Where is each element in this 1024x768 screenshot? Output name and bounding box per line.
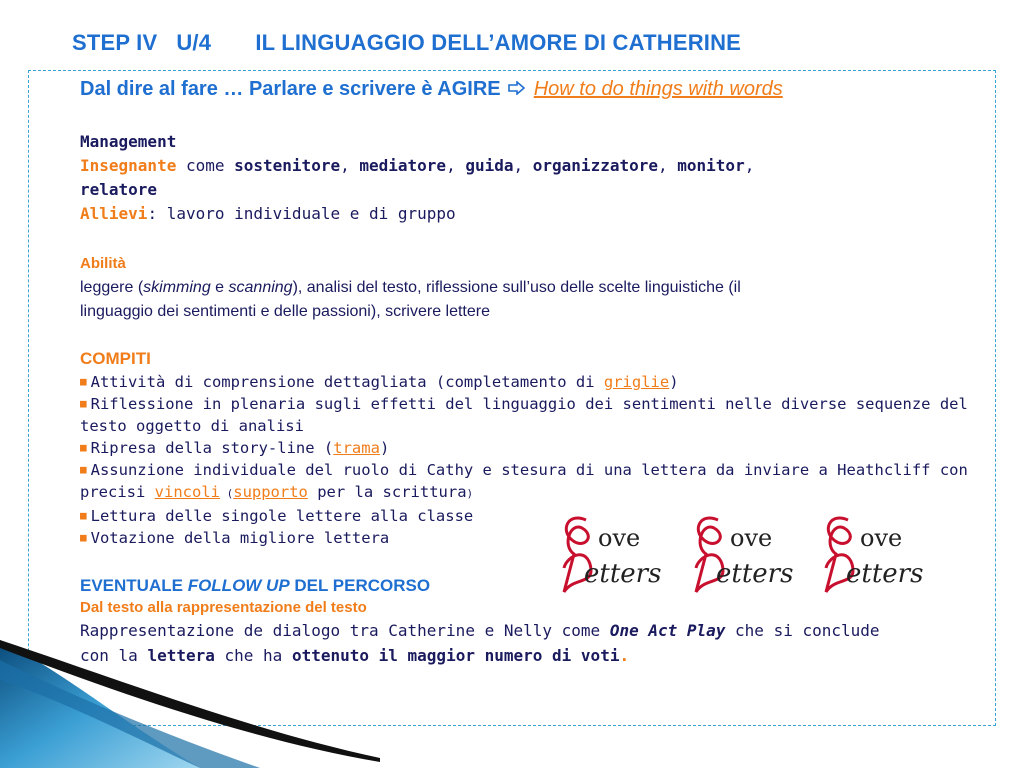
role-monitor: monitor xyxy=(677,156,745,175)
hollow-right-arrow-icon xyxy=(508,78,526,101)
skills-text-3: ), analisi del testo, riflessione sull’uso delle scelte linguistiche (il xyxy=(292,279,741,296)
content-area xyxy=(80,78,985,108)
teacher-text: come xyxy=(176,156,235,175)
follow-up-text: Rappresentazione de dialogo tra Catherine e Nelly come One Act Play che si conclude con la lettera che ha ottenuto il maggior numero di voti. xyxy=(80,621,880,665)
role-mediatore: mediatore xyxy=(359,156,447,175)
svg-text:etters: etters xyxy=(584,559,662,589)
square-bullet-icon: ■ xyxy=(80,397,87,410)
skimming-term: skimming xyxy=(143,279,211,296)
svg-text:ove: ove xyxy=(730,524,773,552)
teacher-label: Insegnante xyxy=(80,156,177,175)
follow-up-subheading: Dal testo alla rappresentazione del testo xyxy=(80,599,367,616)
role-guida: guida xyxy=(465,156,514,175)
task-item-4: ■ Assunzione individuale del ruolo di Cathy e stesura di una lettera da inviare a Heathcliff con xyxy=(80,461,968,479)
role-relatore: relatore xyxy=(80,180,158,199)
svg-text:ove: ove xyxy=(860,524,903,552)
scanning-term: scanning xyxy=(228,279,293,296)
skills-heading: Abilità xyxy=(80,255,126,272)
task-item-5: ■ Lettura delle singole lettere alla classe xyxy=(80,507,474,525)
step-label: STEP IV xyxy=(72,30,158,55)
task-item-2: ■ Riflessione in plenaria sugli effetti del linguaggio dei sentimenti nelle diverse sequenze del xyxy=(80,395,968,413)
svg-text:etters: etters xyxy=(716,559,794,589)
svg-text:etters: etters xyxy=(846,559,924,589)
subtitle-link[interactable]: How to do things with words xyxy=(533,78,783,100)
supporto-link[interactable]: supporto xyxy=(233,483,308,501)
management-heading: Management xyxy=(80,132,177,151)
square-bullet-icon: ■ xyxy=(80,441,87,454)
square-bullet-icon: ■ xyxy=(80,463,87,476)
griglie-link[interactable]: griglie xyxy=(603,373,670,391)
one-act-play: One Act Play xyxy=(609,621,726,640)
task-item-6: ■ Votazione della migliore lettera xyxy=(80,529,390,547)
students-text: : lavoro individuale e di gruppo xyxy=(147,204,456,223)
svg-text:ove: ove xyxy=(598,524,641,552)
unit-label: U/4 xyxy=(176,30,212,55)
task-item-1: ■ Attività di comprensione dettagliata (completamento di griglie) xyxy=(80,373,679,391)
tasks-heading: COMPITI xyxy=(80,349,151,368)
task-item-4-cont: precisi vincoli (supporto per la scrittura) xyxy=(80,483,474,501)
task-item-2-cont: testo oggetto di analisi xyxy=(80,417,304,435)
role-organizzatore: organizzatore xyxy=(532,156,658,175)
square-bullet-icon: ■ xyxy=(80,375,87,388)
trama-link[interactable]: trama xyxy=(333,439,380,457)
decorative-ribbon xyxy=(0,640,440,768)
subtitle xyxy=(80,78,985,108)
slide-title xyxy=(72,30,741,56)
skills-text-1: leggere ( xyxy=(80,279,144,296)
skills-text-2: e xyxy=(210,279,229,296)
task-item-3: ■ Ripresa della story-line (trama) xyxy=(80,439,390,457)
skills-text-4: linguaggio dei sentimenti e delle passioni), scrivere lettere xyxy=(80,303,490,320)
square-bullet-icon: ■ xyxy=(80,509,87,522)
role-sostenitore: sostenitore xyxy=(234,156,341,175)
follow-up-heading: EVENTUALE FOLLOW UP DEL PERCORSO xyxy=(80,576,431,595)
vincoli-link[interactable]: vincoli xyxy=(154,483,220,501)
square-bullet-icon: ■ xyxy=(80,531,87,544)
skills-section xyxy=(80,252,980,324)
title-text: IL LINGUAGGIO DELL’AMORE DI CATHERINE xyxy=(255,30,742,55)
students-label: Allievi xyxy=(80,204,148,223)
subtitle-text: Dal dire al fare … Parlare e scrivere è AGIRE xyxy=(80,78,501,100)
management-section: Management Insegnante come sostenitore, mediatore, guida, organizzatore, monitor, relatore Allievi: lavoro individuale e di gruppo xyxy=(80,130,980,226)
